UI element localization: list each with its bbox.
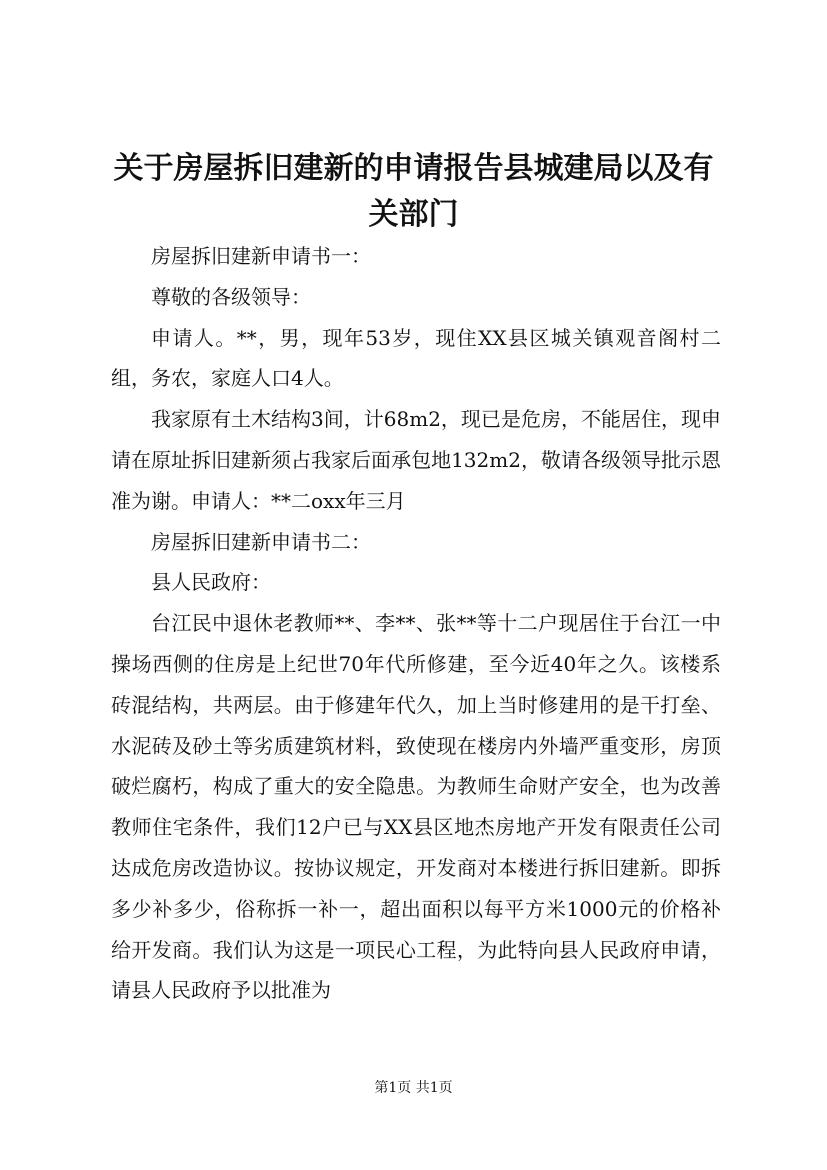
paragraph: 台江民中退休老教师**、李**、张**等十二户现居住于台江一中操场西侧的住房是上纪世70年代所修建，至今近40年之久。该楼系砖混结构，共两层。由于修建年代久，加上当时修建用的是干打垒、水泥砖及砂土等劣质建筑材料，致使现在楼房内外墙严重变形，房顶破烂腐朽，构成了重大的安全隐患。为教师生命财产安全，也为改善教师住宅条件，我们12户已与XX县区地杰房地产开发有限责任公司达成危房改造协议。按协议规定，开发商对本楼进行拆旧建新。即拆多少补多少，俗称拆一补一，超出面积以每平方米1000元的价格补给开发商。我们认为这是一项民心工程，为此特向县人民政府申请，请县人民政府予以批准为 [111, 611, 721, 1003]
document-title: 关于房屋拆旧建新的申请报告县城建局以及有关部门 [113, 151, 714, 232]
paragraph: 房屋拆旧建新申请书二： [151, 529, 371, 554]
paragraph: 申请人。**，男，现年53岁，现住XX县区城关镇观音阁村二组，务农，家庭人口4人。 [111, 325, 721, 391]
document-body [111, 236, 721, 1011]
paragraph: 尊敬的各级领导： [151, 284, 311, 309]
page-footer: 第1页 共1页 [374, 1080, 453, 1096]
paragraph: 房屋拆旧建新申请书一： [151, 244, 371, 268]
paragraph: 我家原有土木结构3间，计68m2，现已是危房，不能居住，现申请在原址拆旧建新须占我家后面承包地132m2，敬请各级领导批示恩准为谢。申请人：**二oxx年三月 [111, 407, 721, 513]
paragraph: 县人民政府： [151, 570, 271, 595]
